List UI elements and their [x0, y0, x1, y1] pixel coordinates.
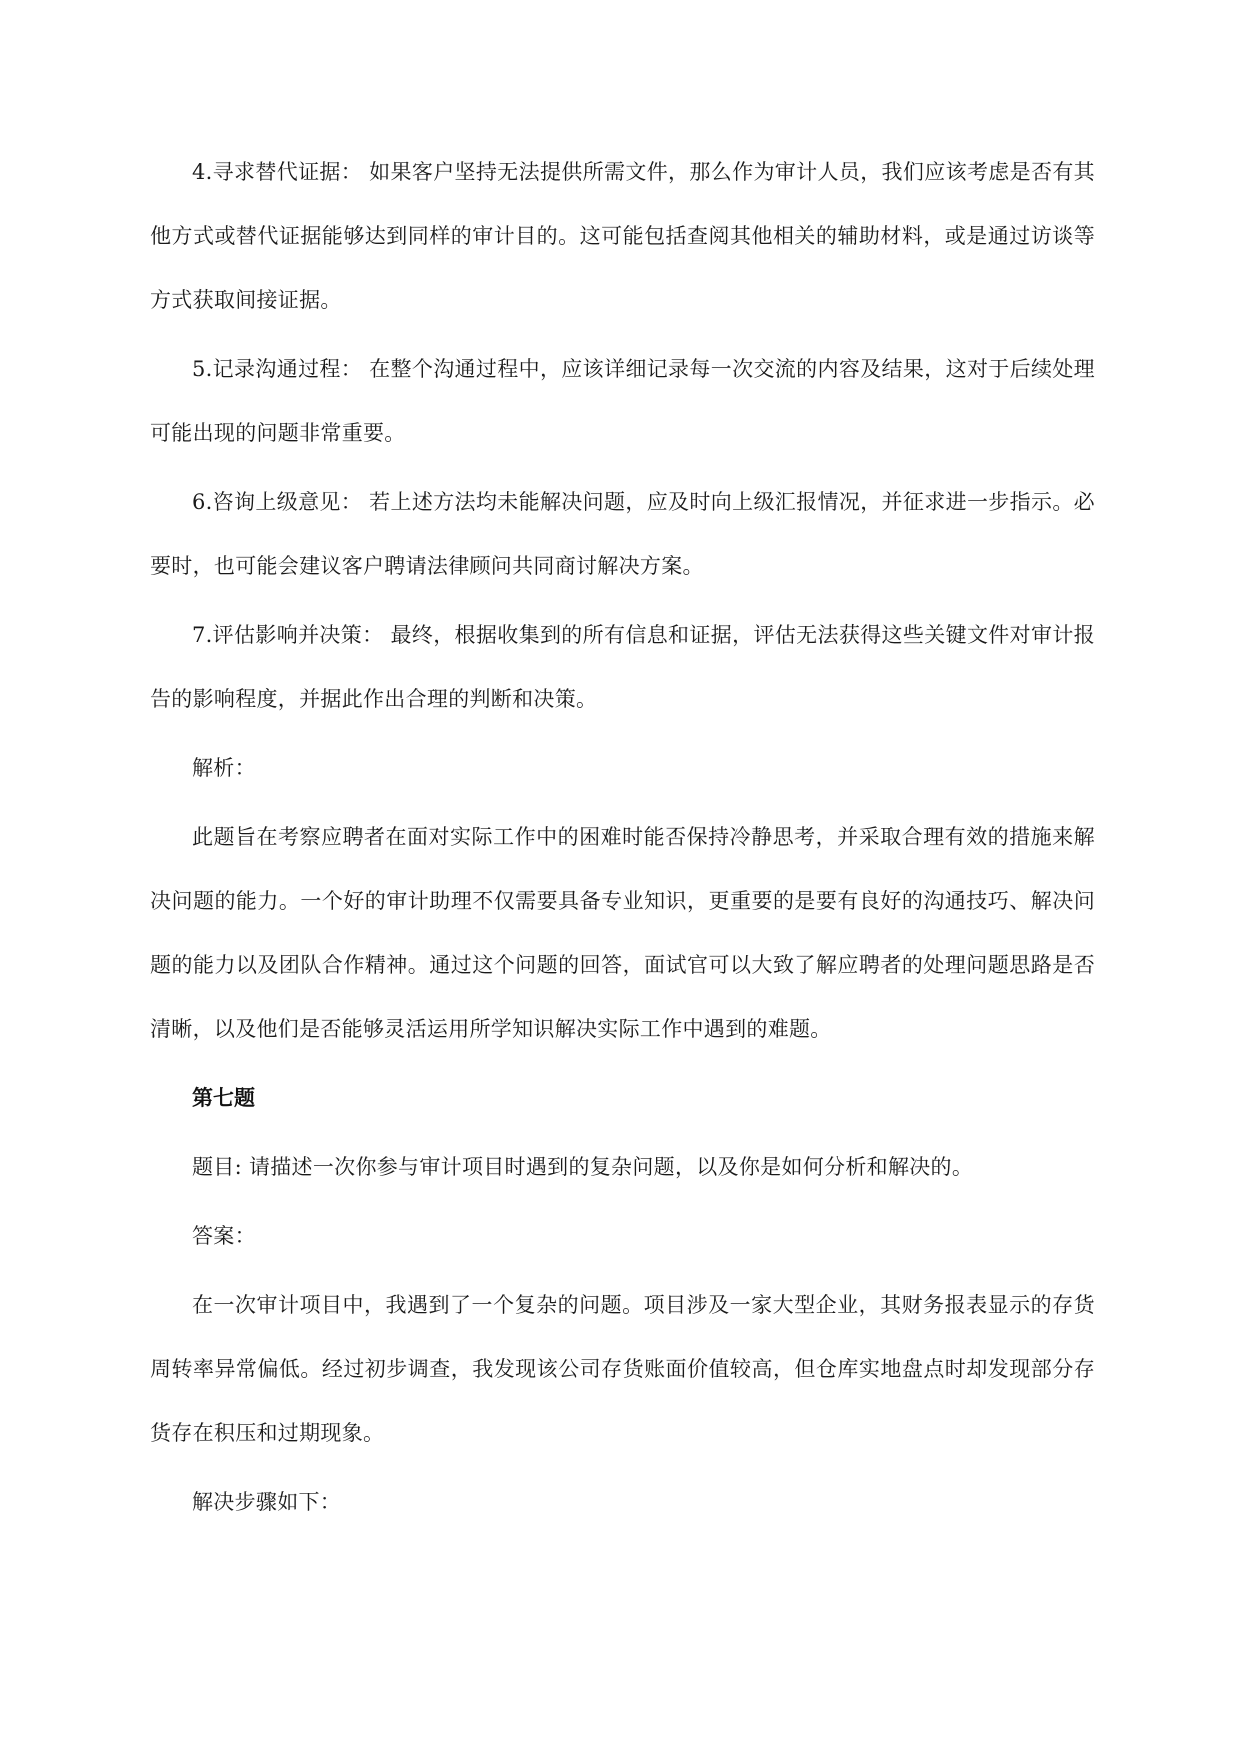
analysis-paragraph: 此题旨在考察应聘者在面对实际工作中的困难时能否保持冷静思考，并采取合理有效的措施来解决问题的能力。一个好的审计助理不仅需要具备专业知识，更重要的是要有良好的沟通技巧、解决问题的能力以及团队合作精神。通过这个问题的回答，面试官可以大致了解应聘者的处理问题思路是否清晰，以及他们是否能够灵活运用所学知识解决实际工作中遇到的难题。	[150, 825, 1095, 1041]
paragraph-step-4: 4.寻求替代证据： 如果客户坚持无法提供所需文件，那么作为审计人员，我们应该考虑是否有其他方式或替代证据能够达到同样的审计目的。这可能包括查阅其他相关的辅助材料，或是通过访谈等方式获取间接证据。	[150, 160, 1095, 312]
analysis-label: 解析：	[192, 756, 256, 780]
paragraph-step-6: 6.咨询上级意见： 若上述方法均未能解决问题，应及时向上级汇报情况，并征求进一步指示。必要时，也可能会建议客户聘请法律顾问共同商讨解决方案。	[150, 490, 1095, 578]
answer-label: 答案：	[192, 1224, 256, 1248]
section-heading: 第七题	[192, 1085, 255, 1110]
document-body	[150, 140, 1095, 1539]
paragraph-step-7: 7.评估影响并决策： 最终，根据收集到的所有信息和证据，评估无法获得这些关键文件对审计报告的影响程度，并据此作出合理的判断和决策。	[150, 623, 1095, 711]
answer-paragraph: 在一次审计项目中，我遇到了一个复杂的问题。项目涉及一家大型企业，其财务报表显示的存货周转率异常偏低。经过初步调查，我发现该公司存货账面价值较高，但仓库实地盘点时却发现部分存货存在积压和过期现象。	[150, 1293, 1095, 1445]
paragraph-step-5: 5.记录沟通过程： 在整个沟通过程中，应该详细记录每一次交流的内容及结果，这对于后续处理可能出现的问题非常重要。	[150, 357, 1095, 445]
question-text: 题目: 请描述一次你参与审计项目时遇到的复杂问题，以及你是如何分析和解决的。	[192, 1155, 974, 1179]
steps-label: 解决步骤如下：	[192, 1490, 342, 1514]
